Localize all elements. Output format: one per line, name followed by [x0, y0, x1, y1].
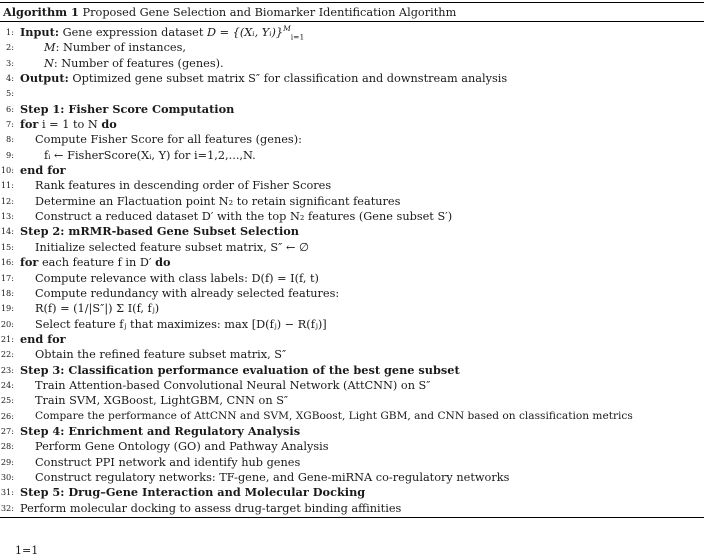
algo-line	[0, 317, 704, 332]
algo-line	[0, 409, 704, 424]
line-number: 5:	[6, 88, 14, 99]
line-number: 28:	[0, 441, 14, 452]
step-heading: Step 5: Drug–Gene Interaction and Molecular Docking	[20, 485, 366, 500]
text: : Number of instances,	[55, 41, 186, 55]
line-text: Construct PPI network and identify hub genes	[35, 455, 301, 469]
line-number: 15:	[0, 241, 14, 252]
line-number: 10:	[0, 165, 14, 176]
line-number: 26:	[0, 410, 14, 421]
line-number: 25:	[0, 395, 14, 406]
algo-line	[0, 286, 704, 301]
algorithm-caption: Proposed Gene Selection and Biomarker Identification Algorithm	[82, 6, 457, 19]
line-number: 20:	[0, 318, 14, 329]
line-number: 27:	[0, 425, 14, 436]
line-number: 14:	[0, 226, 14, 237]
line-number: 24:	[0, 379, 14, 390]
line-text: Train SVM, XGBoost, LightGBM, CNN on S″	[35, 394, 289, 408]
line-number: 2:	[6, 42, 14, 53]
algo-line	[0, 439, 704, 454]
line-text	[44, 56, 224, 71]
math-var: N	[44, 56, 54, 70]
algo-line	[0, 363, 704, 378]
algo-line	[0, 132, 704, 147]
footnote: 1=1	[15, 544, 39, 557]
algo-line	[0, 102, 704, 117]
algo-line	[0, 485, 704, 500]
algo-line	[0, 56, 704, 71]
algo-line	[0, 71, 704, 86]
line-number: 18:	[0, 287, 14, 298]
line-text: Rank features in descending order of Fisher Scores	[35, 179, 332, 193]
bottom-rule	[0, 517, 704, 518]
algo-line	[0, 209, 704, 224]
algo-line	[0, 178, 704, 193]
algo-line	[0, 240, 704, 255]
line-number: 6:	[6, 103, 14, 114]
line-number: 23:	[0, 364, 14, 375]
line-text	[44, 40, 186, 55]
keyword: do	[155, 255, 171, 270]
line-text: Compute redundancy with already selected features:	[35, 286, 340, 300]
line-text	[20, 71, 507, 86]
algo-line	[0, 332, 704, 347]
algo-line	[0, 255, 704, 270]
line-number: 29:	[0, 456, 14, 467]
line-number: 9:	[6, 149, 14, 160]
line-text: Construct regulatory networks: TF-gene, and Gene-miRNA co-regulatory networks	[35, 470, 510, 484]
line-text: Perform molecular docking to assess drug-target binding affinities	[20, 501, 402, 515]
algo-line	[0, 86, 704, 101]
algorithm-lines	[0, 25, 704, 516]
line-number: 17:	[0, 272, 14, 283]
line-number: 16:	[0, 257, 14, 268]
line-number: 30:	[0, 471, 14, 482]
keyword: end for	[20, 331, 66, 346]
math-expression: D = {(Xᵢ, Yᵢ)}	[206, 26, 284, 39]
title-rule	[0, 21, 704, 22]
keyword: Input:	[20, 25, 59, 39]
algorithm-title	[3, 4, 456, 20]
line-number: 12:	[0, 195, 14, 206]
algo-line	[0, 194, 704, 209]
line-text: Construct a reduced dataset D′ with the top N₂ features (Gene subset S′)	[35, 210, 453, 224]
line-text: Perform Gene Ontology (GO) and Pathway Analysis	[35, 440, 329, 454]
line-number: 4:	[6, 73, 14, 84]
step-heading: Step 1: Fisher Score Computation	[20, 101, 235, 116]
line-text: Input: Gene expression dataset D = {(Xᵢ, Yᵢ)}$^M_{i=1}$	[20, 24, 305, 42]
step-heading: Step 2: mRMR-based Gene Subset Selection	[20, 224, 299, 239]
algo-line	[0, 271, 704, 286]
line-text: R(f) = (1/|S″|) Σ I(f, fⱼ)	[35, 302, 160, 316]
line-number: 32:	[0, 502, 14, 513]
line-text	[20, 255, 171, 270]
algo-line	[0, 347, 704, 362]
algo-line	[0, 470, 704, 485]
line-number: 31:	[0, 487, 14, 498]
text: i = 1 to N	[38, 118, 102, 132]
line-number: 3:	[6, 57, 14, 68]
algo-line	[0, 393, 704, 408]
line-number: 21:	[0, 333, 14, 344]
line-text: Determine an Flactuation point N₂ to retain significant features	[35, 194, 401, 208]
line-number: 8:	[6, 134, 14, 145]
line-text: Initialize selected feature subset matrix, S″ ← ∅	[35, 240, 309, 254]
line-number: 22:	[0, 349, 14, 360]
line-number: 7:	[6, 119, 14, 130]
keyword: Output:	[20, 71, 69, 86]
keyword: for	[20, 117, 39, 132]
line-text: Compute relevance with class labels: D(f) = I(f, t)	[35, 271, 319, 285]
line-number: 11:	[0, 180, 14, 191]
keyword: end for	[20, 163, 66, 178]
algo-line	[0, 301, 704, 316]
algo-line	[0, 117, 704, 132]
algo-line	[0, 378, 704, 393]
keyword: do	[101, 117, 117, 132]
step-heading: Step 3: Classification performance evaluation of the best gene subset	[20, 362, 460, 377]
algo-line	[0, 163, 704, 178]
line-text	[20, 117, 117, 132]
algo-line	[0, 25, 704, 40]
algo-line	[0, 455, 704, 470]
line-number: 1:	[6, 27, 14, 37]
line-text: Select feature fⱼ that maximizes: max [D(fⱼ) − R(fⱼ)]	[35, 317, 327, 331]
line-text: Compute Fisher Score for all features (genes):	[35, 133, 302, 147]
algo-line	[0, 148, 704, 163]
algo-line	[0, 40, 704, 55]
line-number: 13:	[0, 211, 14, 222]
algorithm-label: Algorithm 1	[3, 5, 79, 19]
text: Gene expression dataset	[59, 26, 207, 39]
line-text: Train Attention-based Convolutional Neural Network (AttCNN) on S″	[35, 378, 431, 392]
keyword: for	[20, 255, 39, 270]
algo-line	[0, 424, 704, 439]
text: Optimized gene subset matrix S″ for classification and downstream analysis	[68, 72, 508, 86]
math-var: M	[44, 41, 56, 55]
line-text: Compare the performance of AttCNN and SVM, XGBoost, Light GBM, and CNN based on classification metrics	[35, 409, 633, 422]
algo-line	[0, 224, 704, 239]
top-rule	[0, 2, 704, 3]
text: each feature f in D′	[38, 256, 156, 270]
line-text: fᵢ ← FisherScore(Xᵢ, Y) for i=1,2,...,N.	[44, 148, 256, 162]
line-number: 19:	[0, 303, 14, 314]
line-text: Obtain the refined feature subset matrix, S″	[35, 348, 287, 362]
step-heading: Step 4: Enrichment and Regulatory Analysis	[20, 423, 301, 438]
algo-line	[0, 501, 704, 516]
text: : Number of features (genes).	[53, 56, 224, 70]
